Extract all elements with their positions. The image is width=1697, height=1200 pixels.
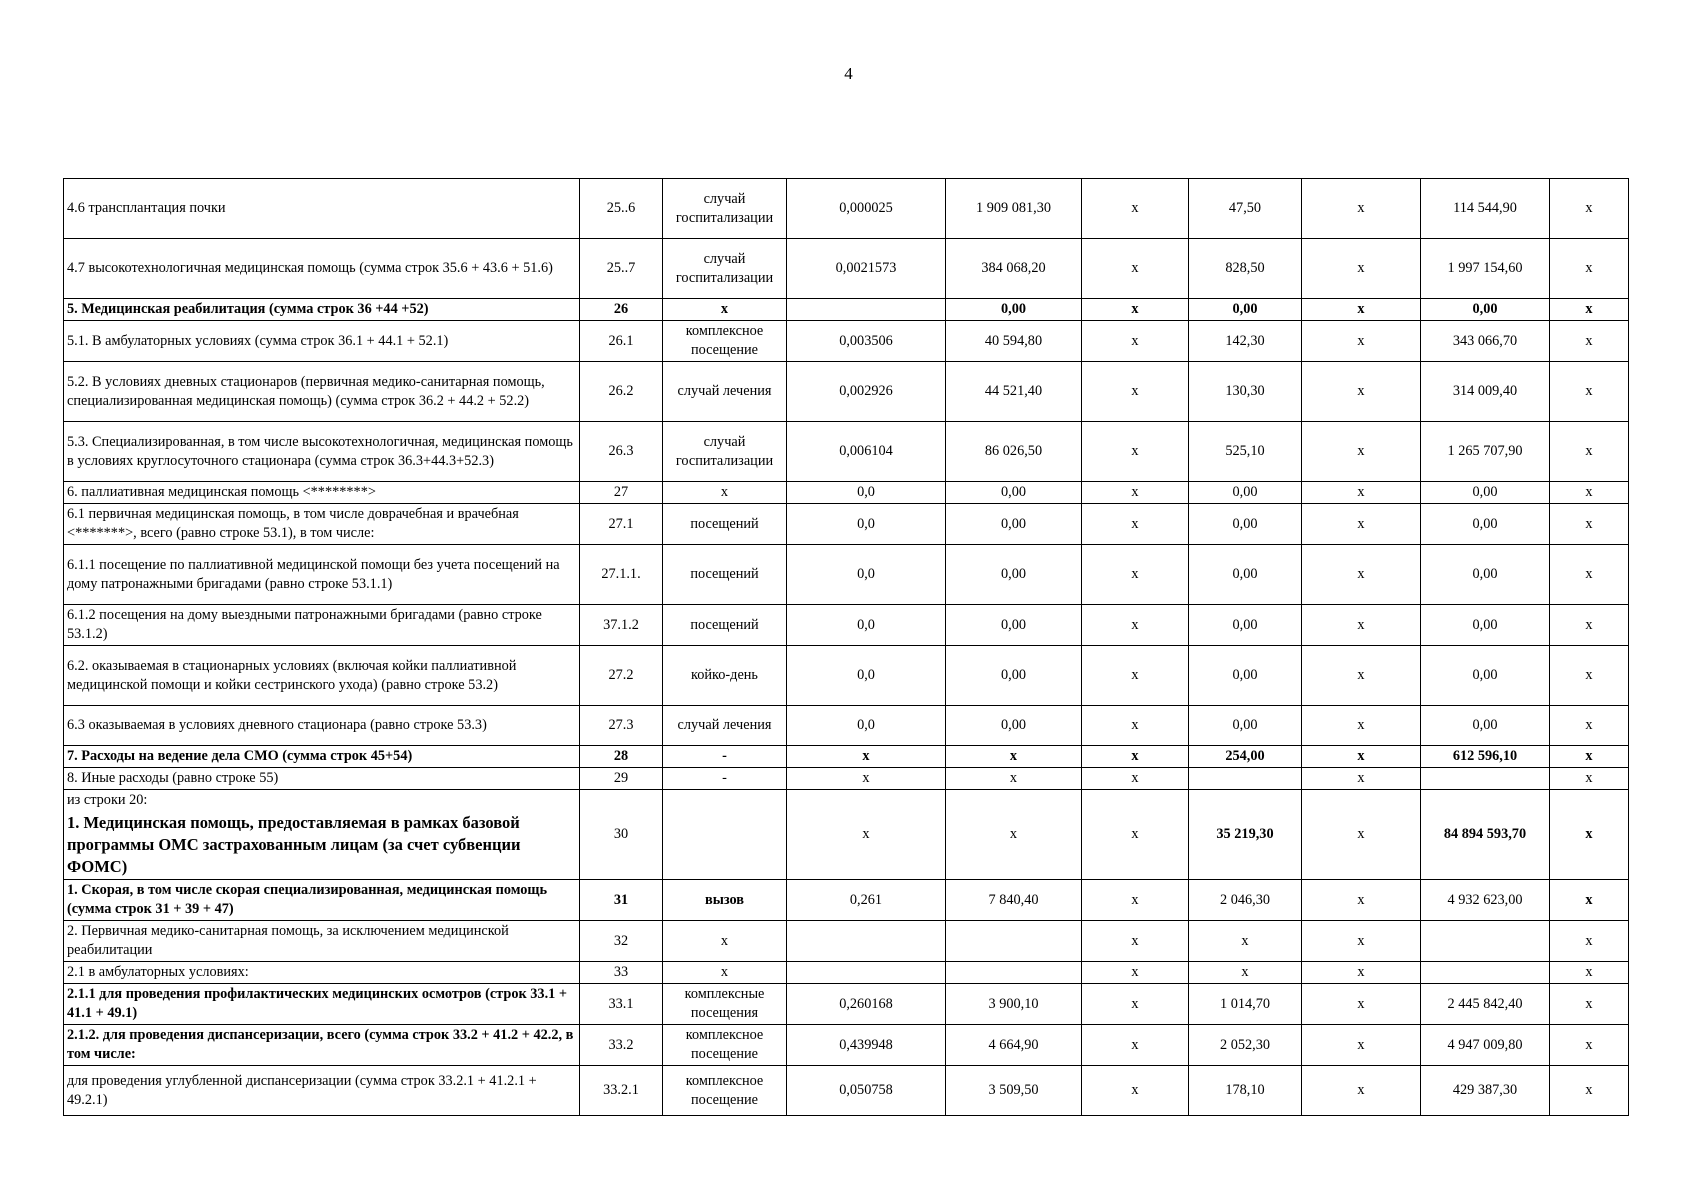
row-col6: х <box>1082 545 1189 605</box>
row-code: 26.2 <box>580 362 663 422</box>
row-per-capita: 0,00 <box>1189 504 1302 545</box>
row-code: 31 <box>580 880 663 921</box>
row-unit: х <box>663 921 787 962</box>
row-col10: х <box>1550 545 1629 605</box>
row-norm: 0,002926 <box>787 362 946 422</box>
row-cost <box>946 962 1082 984</box>
row-total: 114 544,90 <box>1421 179 1550 239</box>
row-norm: 0,260168 <box>787 984 946 1025</box>
row-col6: х <box>1082 880 1189 921</box>
row-code: 33.2 <box>580 1025 663 1066</box>
row-name: 7. Расходы на ведение дела СМО (сумма строк 45+54) <box>64 746 580 768</box>
row-cost: 86 026,50 <box>946 422 1082 482</box>
row-col8: х <box>1302 706 1421 746</box>
row-total: 314 009,40 <box>1421 362 1550 422</box>
row-col6: х <box>1082 504 1189 545</box>
row-total <box>1421 921 1550 962</box>
row-col8: х <box>1302 1025 1421 1066</box>
row-col10: х <box>1550 321 1629 362</box>
row-code: 29 <box>580 768 663 790</box>
table-row <box>64 422 1629 482</box>
row-unit: койко-день <box>663 646 787 706</box>
row-col8: х <box>1302 746 1421 768</box>
row-unit: случай госпитализации <box>663 422 787 482</box>
row-code: 26.3 <box>580 422 663 482</box>
row-name: 5.3. Специализированная, в том числе высокотехнологичная, медицинская помощь в условиях круглосуточного стационара (сумма строк 36.3+44.3+52.3) <box>64 422 580 482</box>
row-norm: 0,0 <box>787 605 946 646</box>
row-name: 1. Медицинская помощь, предоставляемая в рамках базовой программы ОМС застрахованным лицам (за счет субвенции ФОМС) <box>64 811 580 880</box>
row-name: 2.1.2. для проведения диспансеризации, всего (сумма строк 33.2 + 41.2 + 42.2, в том числе: <box>64 1025 580 1066</box>
row-per-capita: 0,00 <box>1189 482 1302 504</box>
row-col6: х <box>1082 746 1189 768</box>
row-code: 27.2 <box>580 646 663 706</box>
row-col6: х <box>1082 1066 1189 1116</box>
page-number: 4 <box>844 64 853 83</box>
table-row <box>64 362 1629 422</box>
row-unit: вызов <box>663 880 787 921</box>
row-total: 1 997 154,60 <box>1421 239 1550 299</box>
row-cost <box>946 921 1082 962</box>
row-col8: х <box>1302 362 1421 422</box>
row-col8: х <box>1302 545 1421 605</box>
row-col8: х <box>1302 790 1421 880</box>
row-norm: 0,003506 <box>787 321 946 362</box>
table-row <box>64 299 1629 321</box>
row-col8: х <box>1302 880 1421 921</box>
row-cost: 0,00 <box>946 504 1082 545</box>
row-total: 0,00 <box>1421 545 1550 605</box>
row-col8: х <box>1302 299 1421 321</box>
row-col8: х <box>1302 646 1421 706</box>
row-per-capita <box>1189 768 1302 790</box>
row-unit: х <box>663 482 787 504</box>
row-cost: 44 521,40 <box>946 362 1082 422</box>
row-name: 6.1 первичная медицинская помощь, в том числе доврачебная и врачебная <*******>, всего (равно строке 53.1), в том числе: <box>64 504 580 545</box>
row-name: 2.1 в амбулаторных условиях: <box>64 962 580 984</box>
row-total: 0,00 <box>1421 605 1550 646</box>
row-col6: х <box>1082 482 1189 504</box>
budget-table <box>63 178 1629 1116</box>
row-per-capita: 0,00 <box>1189 299 1302 321</box>
row-per-capita: 142,30 <box>1189 321 1302 362</box>
table-row <box>64 746 1629 768</box>
row-unit: комплексное посещение <box>663 1025 787 1066</box>
row-total <box>1421 768 1550 790</box>
table-row <box>64 962 1629 984</box>
row-col8: х <box>1302 1066 1421 1116</box>
row-total: 0,00 <box>1421 646 1550 706</box>
row-code: 33.1 <box>580 984 663 1025</box>
row-norm <box>787 921 946 962</box>
row-col10: х <box>1550 422 1629 482</box>
row-unit: комплексное посещение <box>663 321 787 362</box>
table-row <box>64 605 1629 646</box>
row-unit: комплексное посещение <box>663 1066 787 1116</box>
row-total: 0,00 <box>1421 299 1550 321</box>
row-norm: 0,439948 <box>787 1025 946 1066</box>
row-col8: х <box>1302 239 1421 299</box>
row-name: 6.1.1 посещение по паллиативной медицинской помощи без учета посещений на дому патронажными бригадами (равно строке 53.1.1) <box>64 545 580 605</box>
row-name: 4.7 высокотехнологичная медицинская помощь (сумма строк 35.6 + 43.6 + 51.6) <box>64 239 580 299</box>
row-col8: х <box>1302 605 1421 646</box>
row-cost: х <box>946 746 1082 768</box>
row-col10: х <box>1550 239 1629 299</box>
row-col6: х <box>1082 706 1189 746</box>
row-total: 0,00 <box>1421 706 1550 746</box>
row-col6: х <box>1082 321 1189 362</box>
row-norm: 0,0 <box>787 482 946 504</box>
row-cost: 7 840,40 <box>946 880 1082 921</box>
row-col6: х <box>1082 768 1189 790</box>
row-norm: 0,0021573 <box>787 239 946 299</box>
row-per-capita: 35 219,30 <box>1189 790 1302 880</box>
row-code: 27.3 <box>580 706 663 746</box>
row-col8: х <box>1302 921 1421 962</box>
table-row <box>64 1066 1629 1116</box>
row-total: 2 445 842,40 <box>1421 984 1550 1025</box>
table-row <box>64 921 1629 962</box>
row-per-capita: 525,10 <box>1189 422 1302 482</box>
row-unit: посещений <box>663 605 787 646</box>
row-col8: х <box>1302 321 1421 362</box>
row-total <box>1421 962 1550 984</box>
row-cost: 4 664,90 <box>946 1025 1082 1066</box>
row-unit: случай госпитализации <box>663 239 787 299</box>
row-name: 5. Медицинская реабилитация (сумма строк 36 +44 +52) <box>64 299 580 321</box>
row-cost: 3 900,10 <box>946 984 1082 1025</box>
row-total: 429 387,30 <box>1421 1066 1550 1116</box>
row-cost: 40 594,80 <box>946 321 1082 362</box>
row-code: 33 <box>580 962 663 984</box>
row-norm: 0,0 <box>787 545 946 605</box>
table-row <box>64 482 1629 504</box>
row-col8: х <box>1302 962 1421 984</box>
row-col6: х <box>1082 605 1189 646</box>
row-cost: 3 509,50 <box>946 1066 1082 1116</box>
row-col10: х <box>1550 984 1629 1025</box>
row-col10: х <box>1550 482 1629 504</box>
row-cost: 0,00 <box>946 605 1082 646</box>
row-col8: х <box>1302 768 1421 790</box>
table-row <box>64 790 1629 812</box>
row-col8: х <box>1302 179 1421 239</box>
row-col10: х <box>1550 746 1629 768</box>
row-code: 28 <box>580 746 663 768</box>
row-norm: 0,261 <box>787 880 946 921</box>
row-norm: 0,050758 <box>787 1066 946 1116</box>
row-per-capita: 0,00 <box>1189 545 1302 605</box>
row-total: 0,00 <box>1421 504 1550 545</box>
row-per-capita: 1 014,70 <box>1189 984 1302 1025</box>
row-col8: х <box>1302 984 1421 1025</box>
table-row <box>64 239 1629 299</box>
table-row <box>64 706 1629 746</box>
row-name: 6.3 оказываемая в условиях дневного стационара (равно строке 53.3) <box>64 706 580 746</box>
row-per-capita: 254,00 <box>1189 746 1302 768</box>
row-col6: х <box>1082 646 1189 706</box>
row-cost: 1 909 081,30 <box>946 179 1082 239</box>
row-per-capita: 2 052,30 <box>1189 1025 1302 1066</box>
row-col6: х <box>1082 179 1189 239</box>
row-cost: 0,00 <box>946 482 1082 504</box>
table-row <box>64 646 1629 706</box>
row-per-capita: 2 046,30 <box>1189 880 1302 921</box>
from-line-label: из строки 20: <box>64 790 580 812</box>
row-code: 26.1 <box>580 321 663 362</box>
row-cost: 0,00 <box>946 646 1082 706</box>
row-unit: посещений <box>663 545 787 605</box>
row-name: 4.6 трансплантация почки <box>64 179 580 239</box>
row-col10: х <box>1550 605 1629 646</box>
row-col10: х <box>1550 921 1629 962</box>
row-col10: х <box>1550 1025 1629 1066</box>
row-cost: х <box>946 768 1082 790</box>
row-unit: комплексные посещения <box>663 984 787 1025</box>
row-col10: х <box>1550 646 1629 706</box>
row-col10: х <box>1550 880 1629 921</box>
row-unit: - <box>663 746 787 768</box>
table-row <box>64 321 1629 362</box>
row-col10: х <box>1550 179 1629 239</box>
row-norm <box>787 962 946 984</box>
row-col10: х <box>1550 362 1629 422</box>
row-norm: 0,000025 <box>787 179 946 239</box>
row-total: 612 596,10 <box>1421 746 1550 768</box>
row-cost: х <box>946 790 1082 880</box>
row-name: 6.1.2 посещения на дому выездными патронажными бригадами (равно строке 53.1.2) <box>64 605 580 646</box>
row-col8: х <box>1302 422 1421 482</box>
table-row <box>64 179 1629 239</box>
row-col8: х <box>1302 504 1421 545</box>
row-cost: 0,00 <box>946 545 1082 605</box>
row-col6: х <box>1082 239 1189 299</box>
row-col8: х <box>1302 482 1421 504</box>
table-row <box>64 880 1629 921</box>
row-norm: х <box>787 746 946 768</box>
table-row <box>64 504 1629 545</box>
row-per-capita: 828,50 <box>1189 239 1302 299</box>
row-name: 2.1.1 для проведения профилактических медицинских осмотров (строк 33.1 + 41.1 + 49.1) <box>64 984 580 1025</box>
row-col6: х <box>1082 362 1189 422</box>
row-unit: случай лечения <box>663 706 787 746</box>
row-per-capita: 0,00 <box>1189 706 1302 746</box>
row-per-capita: х <box>1189 962 1302 984</box>
row-name: 2. Первичная медико-санитарная помощь, за исключением медицинской реабилитации <box>64 921 580 962</box>
row-code: 30 <box>580 790 663 880</box>
row-col10: х <box>1550 768 1629 790</box>
row-name: 5.1. В амбулаторных условиях (сумма строк 36.1 + 44.1 + 52.1) <box>64 321 580 362</box>
row-name: 5.2. В условиях дневных стационаров (первичная медико-санитарная помощь, специализированная медицинская помощь) (сумма строк 36.2 + 44.2 + 52.2) <box>64 362 580 422</box>
row-unit: х <box>663 299 787 321</box>
row-code: 27.1.1. <box>580 545 663 605</box>
row-col10: х <box>1550 299 1629 321</box>
row-norm: 0,0 <box>787 646 946 706</box>
row-code: 25..6 <box>580 179 663 239</box>
row-code: 32 <box>580 921 663 962</box>
row-col6: х <box>1082 962 1189 984</box>
row-code: 33.2.1 <box>580 1066 663 1116</box>
row-total: 343 066,70 <box>1421 321 1550 362</box>
row-norm: 0,0 <box>787 706 946 746</box>
table-row <box>64 984 1629 1025</box>
row-norm <box>787 299 946 321</box>
row-code: 26 <box>580 299 663 321</box>
row-cost: 0,00 <box>946 299 1082 321</box>
row-name: 1. Скорая, в том числе скорая специализированная, медицинская помощь (сумма строк 31 + 39 + 47) <box>64 880 580 921</box>
row-unit: случай госпитализации <box>663 179 787 239</box>
row-norm: 0,0 <box>787 504 946 545</box>
row-col6: х <box>1082 1025 1189 1066</box>
row-unit: случай лечения <box>663 362 787 422</box>
row-total: 4 932 623,00 <box>1421 880 1550 921</box>
row-unit: посещений <box>663 504 787 545</box>
row-unit <box>663 790 787 880</box>
table-row <box>64 768 1629 790</box>
row-col10: х <box>1550 706 1629 746</box>
row-total: 1 265 707,90 <box>1421 422 1550 482</box>
row-norm: 0,006104 <box>787 422 946 482</box>
row-norm: х <box>787 790 946 880</box>
row-per-capita: 0,00 <box>1189 605 1302 646</box>
row-col10: х <box>1550 504 1629 545</box>
row-norm: х <box>787 768 946 790</box>
row-per-capita: 0,00 <box>1189 646 1302 706</box>
table-row <box>64 1025 1629 1066</box>
row-code: 27.1 <box>580 504 663 545</box>
row-col6: х <box>1082 422 1189 482</box>
row-col6: х <box>1082 790 1189 880</box>
row-col6: х <box>1082 299 1189 321</box>
row-col10: х <box>1550 962 1629 984</box>
row-code: 27 <box>580 482 663 504</box>
row-name: для проведения углубленной диспансеризации (сумма строк 33.2.1 + 41.2.1 + 49.2.1) <box>64 1066 580 1116</box>
row-cost: 0,00 <box>946 706 1082 746</box>
row-name: 6.2. оказываемая в стационарных условиях (включая койки паллиативной медицинской помощи и койки сестринского ухода) (равно строке 53.2) <box>64 646 580 706</box>
row-per-capita: 178,10 <box>1189 1066 1302 1116</box>
row-col10: х <box>1550 790 1629 880</box>
row-per-capita: 130,30 <box>1189 362 1302 422</box>
table-row <box>64 545 1629 605</box>
row-cost: 384 068,20 <box>946 239 1082 299</box>
row-col6: х <box>1082 984 1189 1025</box>
row-code: 37.1.2 <box>580 605 663 646</box>
row-total: 84 894 593,70 <box>1421 790 1550 880</box>
row-name: 6. паллиативная медицинская помощь <********> <box>64 482 580 504</box>
row-per-capita: 47,50 <box>1189 179 1302 239</box>
row-total: 4 947 009,80 <box>1421 1025 1550 1066</box>
row-col10: х <box>1550 1066 1629 1116</box>
row-per-capita: х <box>1189 921 1302 962</box>
row-code: 25..7 <box>580 239 663 299</box>
row-unit: - <box>663 768 787 790</box>
row-unit: х <box>663 962 787 984</box>
row-col6: х <box>1082 921 1189 962</box>
row-name: 8. Иные расходы (равно строке 55) <box>64 768 580 790</box>
row-total: 0,00 <box>1421 482 1550 504</box>
